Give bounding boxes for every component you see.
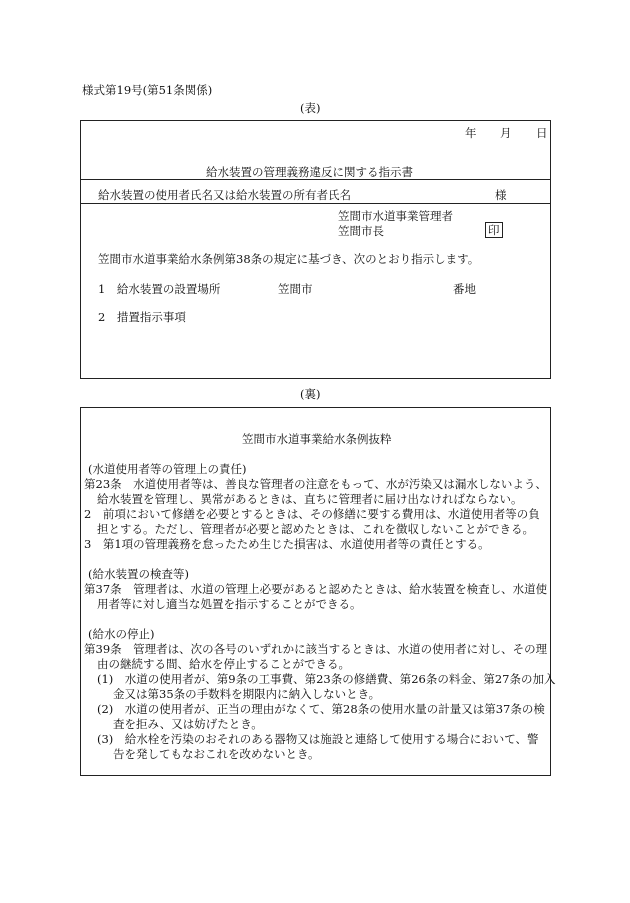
item1-city[interactable]: 笠間市 <box>278 282 313 296</box>
divider-top <box>80 179 551 180</box>
item1-suffix: 番地 <box>453 282 476 296</box>
section1-line: 給水装置を管理し、異常があるときは、直ちに管理者に届け出なければならない。 <box>97 492 523 506</box>
seal-mark <box>485 222 503 238</box>
section1-heading: (水道使用者等の管理上の責任) <box>88 462 247 476</box>
form-id: 様式第19号(第51条関係) <box>82 83 213 97</box>
section1-line: 第23条 水道使用者等は、善良な管理者の注意をもって、水が汚染又は漏水しないよう、 <box>84 477 547 491</box>
section2-line: 第37条 管理者は、水道の管理上必要があると認めたときは、給水装置を検査し、水道使 <box>84 582 548 596</box>
back-label: (裏) <box>300 387 321 401</box>
item2-label: 2 措置指示事項 <box>98 310 186 324</box>
section3-line: (3) 給水栓を汚染のおそれのある器物又は施設と連絡して使用する場合において、警 <box>97 732 539 746</box>
section3-line: (1) 水道の使用者が、第9条の工事費、第23条の修繕費、第26条の料金、第27条の加入 <box>97 672 556 686</box>
seal-icon: 印 <box>485 222 503 238</box>
date-month: 月 <box>500 126 512 140</box>
front-form <box>80 120 551 379</box>
section3-line: 由の継続する間、給水を停止することができる。 <box>97 657 350 671</box>
section2-heading: (給水装置の検査等) <box>88 567 189 581</box>
issuer-line-2 <box>338 223 384 239</box>
date-day: 日 <box>536 126 548 140</box>
section1-line: 3 第1項の管理義務を怠ったため生じた損害は、水道使用者等の責任とする。 <box>84 537 490 551</box>
section3-heading: (給水の停止) <box>88 627 155 641</box>
item1-label: 1 給水装置の設置場所 <box>98 282 221 296</box>
section3-line: 告を発してもなおこれを改めないとき。 <box>113 747 320 761</box>
section3-line: 査を拒み、又は妨げたとき。 <box>113 717 263 731</box>
front-label: (表) <box>300 101 321 115</box>
section3-line: 金又は第35条の手数料を期限内に納入しないとき。 <box>113 687 381 701</box>
section2-line: 用者等に対し適当な処置を指示することができる。 <box>97 597 362 611</box>
date-year: 年 <box>465 126 477 140</box>
section1-line: 担とする。ただし、管理者が必要と認めたときは、これを徴収しないことができる。 <box>97 522 534 536</box>
addressee-field[interactable]: 給水装置の使用者氏名又は給水装置の所有者氏名 <box>98 188 351 202</box>
back-title: 笠間市水道事業給水条例抜粋 <box>242 432 392 446</box>
section3-line: (2) 水道の使用者が、正当の理由がなくて、第28条の使用水量の計量又は第37条の検 <box>97 702 545 716</box>
issuer-line-2-text: 笠間市長 <box>338 224 384 238</box>
divider-addressee <box>80 203 551 204</box>
issuer-line-1: 笠間市水道事業管理者 <box>338 209 453 223</box>
front-title: 給水装置の管理義務違反に関する指示書 <box>206 165 413 179</box>
intro-text: 笠間市水道事業給水条例第38条の規定に基づき、次のとおり指示します。 <box>98 252 480 266</box>
section3-line: 第39条 管理者は、次の各号のいずれかに該当するときは、水道の使用者に対し、その理 <box>84 642 548 656</box>
honorific: 様 <box>495 188 507 202</box>
section1-line: 2 前項において修繕を必要とするときは、その修繕に要する費用は、水道使用者等の負 <box>84 507 540 521</box>
